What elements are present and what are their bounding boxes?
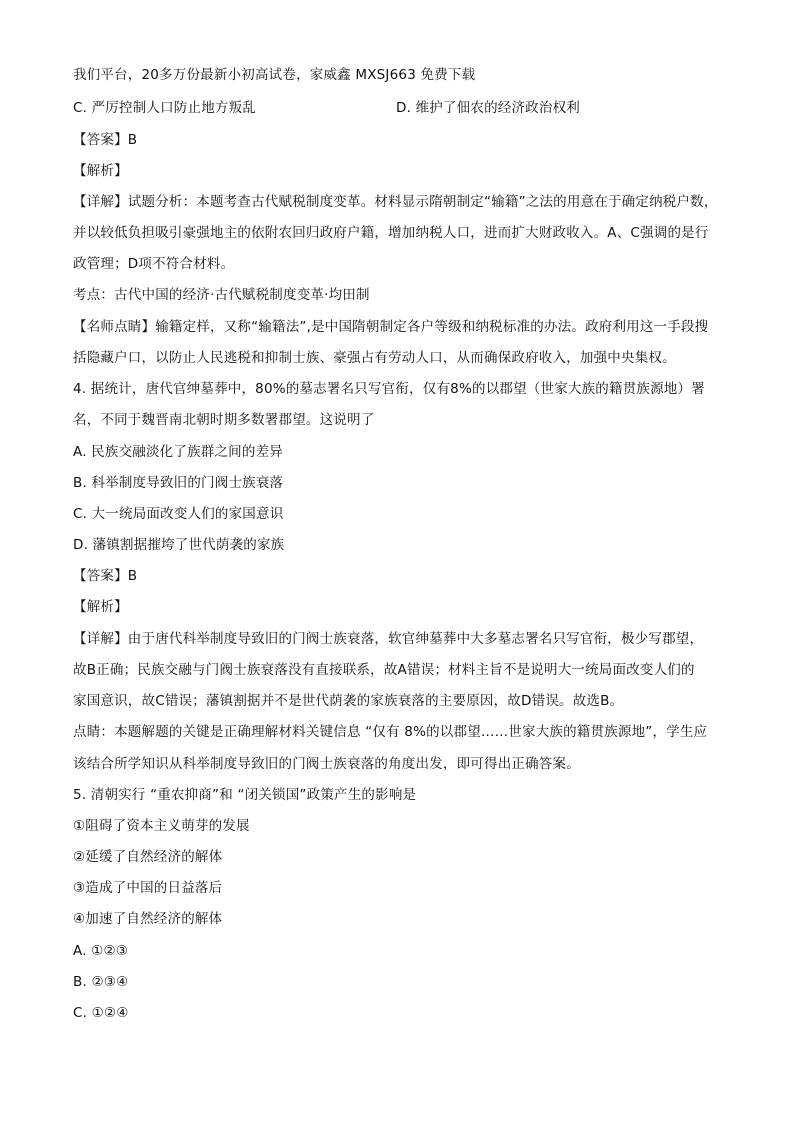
q5-option-b: B. ②③④ bbox=[73, 974, 129, 990]
q5-option-c: C. ①②④ bbox=[73, 1005, 129, 1021]
q4-stem-line-2: 名，不同于魏晋南北朝时期多数署郡望。这说明了 bbox=[73, 412, 375, 428]
q4-detail-line-1: 【详解】由于唐代科举制度导致旧的门阀士族衰落，软官绅墓葬中大多墓志署名只写官衔，极少写郡望， bbox=[73, 631, 704, 647]
q4-dianjing-line-2: 该结合所学知识从科举制度导致旧的门阀士族衰落的角度出发，即可得出正确答案。 bbox=[73, 756, 580, 772]
q3-options-cd bbox=[73, 99, 733, 117]
q3-detail-line-3: 政管理；D项不符合材料。 bbox=[73, 256, 235, 272]
q5-item-3: ③造成了中国的日益落后 bbox=[73, 880, 223, 896]
q4-option-b: B. 科举制度导致旧的门阀士族衰落 bbox=[73, 475, 284, 491]
q3-kaodian: 考点：古代中国的经济·古代赋税制度变革·均田制 bbox=[73, 287, 370, 303]
q3-mingshi-line-1: 【名师点睛】输籍定样，又称“输籍法”,是中国隋朝制定各户等级和纳税标准的办法。政府利用这一手段搜 bbox=[73, 319, 709, 335]
promo-header: 我们平台，20多万份最新小初高试卷，家威鑫 MXSJ663 免费下载 bbox=[73, 67, 476, 83]
q4-detail-line-2: 故B正确；民族交融与门阀士族衰落没有直接联系，故A错误；材料主旨不是说明大一统局面改变人们的 bbox=[73, 662, 695, 678]
q5-item-4: ④加速了自然经济的解体 bbox=[73, 911, 223, 927]
q5-option-a: A. ①②③ bbox=[73, 943, 129, 959]
q3-mingshi-line-2: 括隐藏户口，以防止人民逃税和抑制士族、豪强占有劳动人口，从而确保政府收入，加强中央集权。 bbox=[73, 350, 676, 366]
q5-item-2: ②延缓了自然经济的解体 bbox=[73, 849, 223, 865]
q4-option-a: A. 民族交融淡化了族群之间的差异 bbox=[73, 444, 283, 460]
q5-stem: 5. 清朝实行 “重农抑商”和 “闭关锁国”政策产生的影响是 bbox=[73, 787, 417, 803]
q3-analysis-label: 【解析】 bbox=[73, 163, 128, 179]
q3-detail-line-1: 【详解】试题分析：本题考查古代赋税制度变革。材料显示隋朝制定“输籍”之法的用意在于确定纳税户数， bbox=[73, 194, 718, 210]
q4-dianjing-line-1: 点睛：本题解题的关键是正确理解材料关键信息 “仅有 8%的以郡望……世家大族的籍贯族源地”，学生应 bbox=[73, 724, 708, 740]
q3-option-d: D. 维护了佃农的经济政治权利 bbox=[396, 100, 580, 116]
q3-option-c: C. 严厉控制人口防止地方叛乱 bbox=[73, 100, 257, 116]
q4-option-c: C. 大一统局面改变人们的家国意识 bbox=[73, 506, 284, 522]
q3-answer: 【答案】B bbox=[73, 132, 138, 148]
q5-item-1: ①阻碍了资本主义萌芽的发展 bbox=[73, 818, 250, 834]
q4-option-d: D. 藩镇割据摧垮了世代荫袭的家族 bbox=[73, 537, 285, 553]
q4-stem-line-1: 4. 据统计，唐代官绅墓葬中，80%的墓志署名只写官衔，仅有8%的以郡望（世家大族的籍贯族源地）署 bbox=[73, 381, 705, 397]
q4-analysis-label: 【解析】 bbox=[73, 599, 128, 615]
q4-detail-line-3: 家国意识，故C错误；藩镇割据并不是世代荫袭的家族衰落的主要原因，故D错误。故选B。 bbox=[73, 693, 624, 709]
q3-detail-line-2: 并以较低负担吸引豪强地主的依附农回归政府户籍，增加纳税人口，进而扩大财政收入。A、C强调的是行 bbox=[73, 225, 709, 241]
q4-answer: 【答案】B bbox=[73, 568, 138, 584]
